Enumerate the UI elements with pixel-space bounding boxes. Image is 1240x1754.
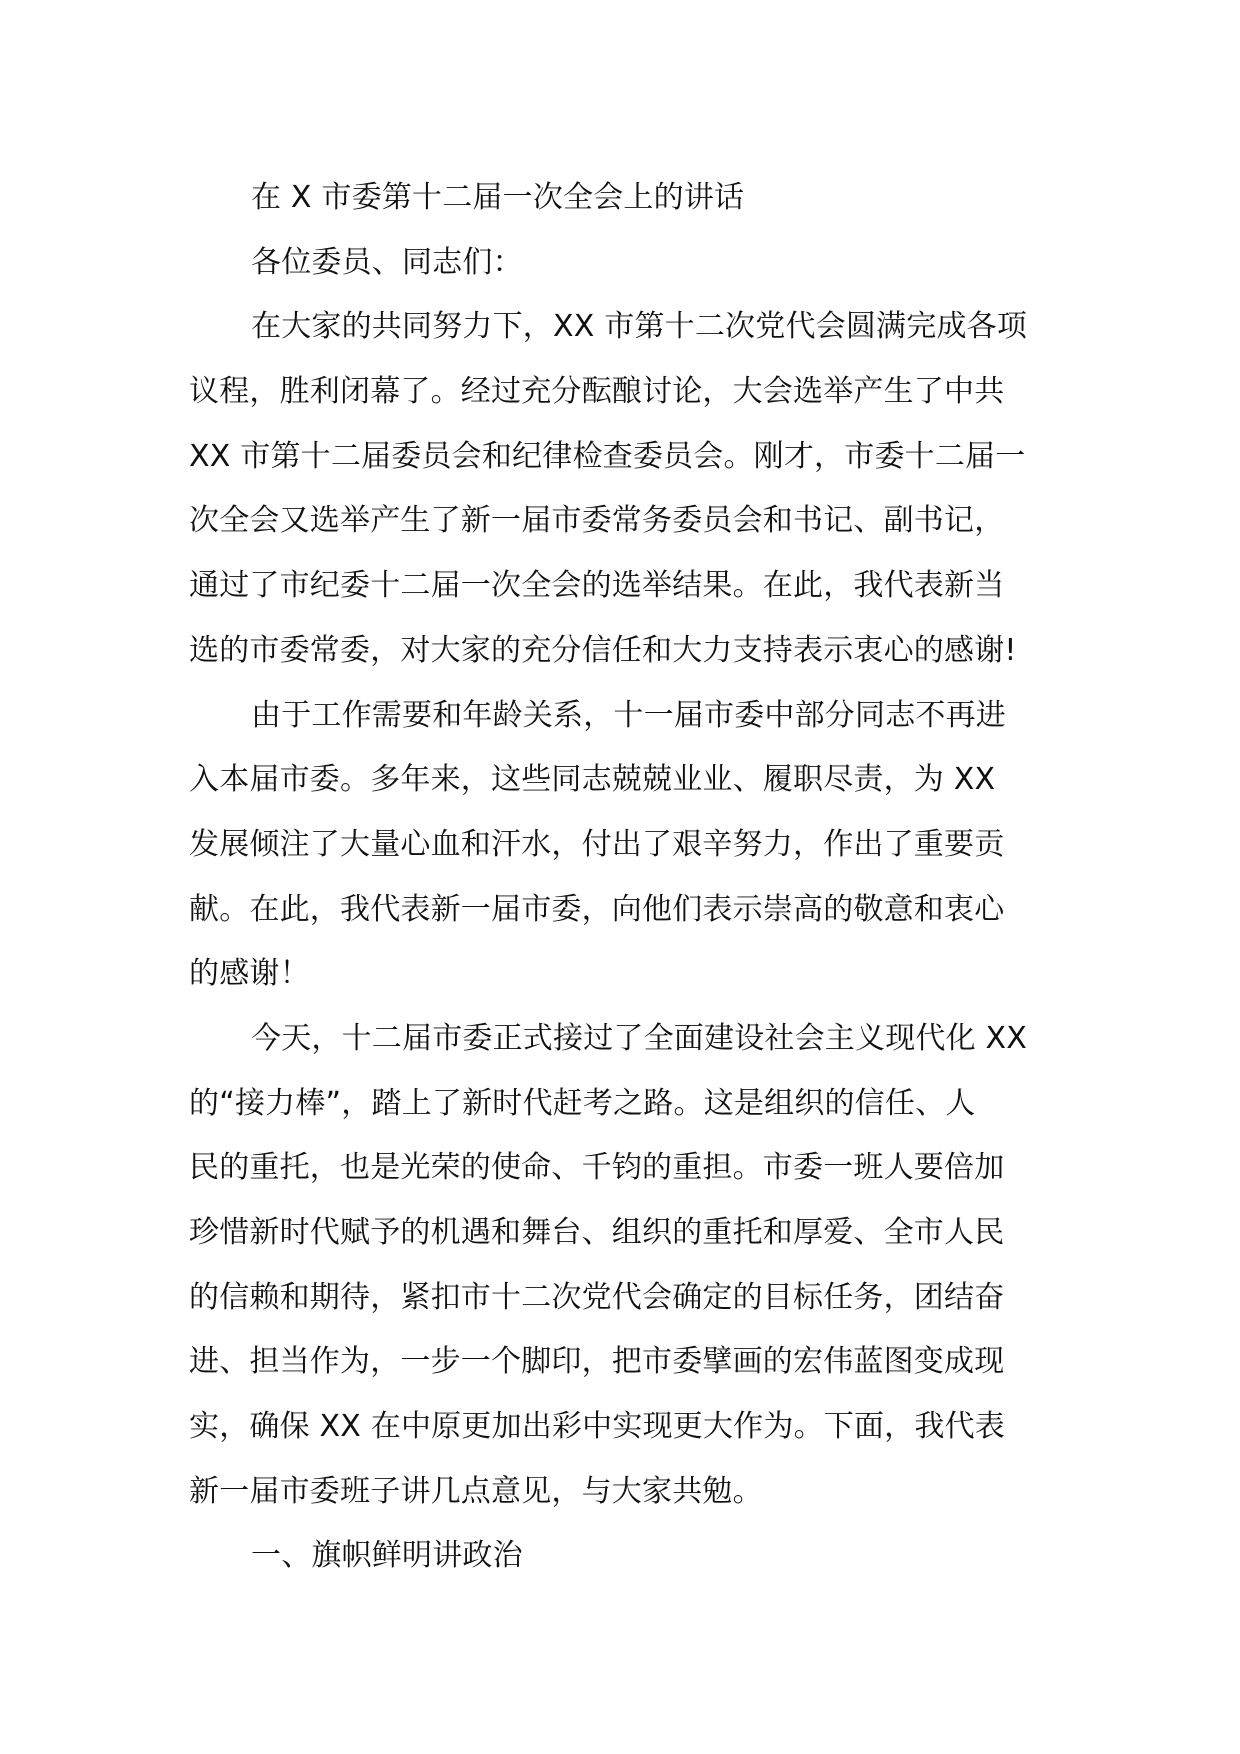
paragraph-3-line-8: 新一届市委班子讲几点意见，与大家共勉。: [189, 1473, 763, 1509]
section-heading: 一、旗帜鲜明讲政治: [251, 1538, 523, 1574]
paragraph-1-line-6: 选的市委常委，对大家的充分信任和大力支持表示衷心的感谢!: [189, 632, 1017, 668]
paragraph-3-line-7: 实，确保 XX 在中原更加出彩中实现更大作为。下面，我代表: [189, 1409, 1005, 1445]
paragraph-2-line-5: 的感谢！: [189, 956, 310, 992]
paragraph-3-line-5: 的信赖和期待，紧扣市十二次党代会确定的目标任务，团结奋: [189, 1279, 1005, 1315]
paragraph-3-line-1: 今天，十二届市委正式接过了全面建设社会主义现代化 XX: [251, 1020, 1028, 1056]
salutation: 各位委员、同志们：: [251, 244, 523, 280]
paragraph-3-line-3: 民的重托，也是光荣的使命、千钧的重担。市委一班人要倍加: [189, 1150, 1005, 1186]
paragraph-2-line-2: 入本届市委。多年来，这些同志兢兢业业、履职尽责，为 XX: [189, 762, 996, 798]
paragraph-1-line-5: 通过了市纪委十二届一次全会的选举结果。在此，我代表新当: [189, 568, 1005, 604]
paragraph-3-line-4: 珍惜新时代赋予的机遇和舞台、组织的重托和厚爱、全市人民: [189, 1215, 1005, 1250]
paragraph-1-line-3: XX 市第十二届委员会和纪律检查委员会。刚才，市委十二届一: [189, 438, 1026, 474]
document-body: [189, 166, 1057, 1589]
paragraph-1-line-4: 次全会又选举产生了新一届市委常务委员会和书记、副书记，: [189, 503, 1005, 539]
paragraph-3-line-6: 进、担当作为，一步一个脚印，把市委擘画的宏伟蓝图变成现: [189, 1344, 1005, 1380]
paragraph-1-line-2: 议程，胜利闭幕了。经过充分酝酿讨论，大会选举产生了中共: [189, 374, 1005, 410]
document-title: 在 X 市委第十二届一次全会上的讲话: [251, 180, 745, 215]
paragraph-2-line-1: 由于工作需要和年龄关系，十一届市委中部分同志不再进: [251, 697, 1006, 733]
paragraph-2-line-4: 献。在此，我代表新一届市委，向他们表示崇高的敬意和衷心: [189, 891, 1005, 927]
paragraph-3-line-2: 的“接力棒”，踏上了新时代赶考之路。这是组织的信任、人: [189, 1085, 976, 1121]
paragraph-2-line-3: 发展倾注了大量心血和汗水，付出了艰辛努力，作出了重要贡: [189, 826, 1005, 862]
paragraph-1-line-1: 在大家的共同努力下，XX 市第十二次党代会圆满完成各项: [251, 309, 1028, 345]
